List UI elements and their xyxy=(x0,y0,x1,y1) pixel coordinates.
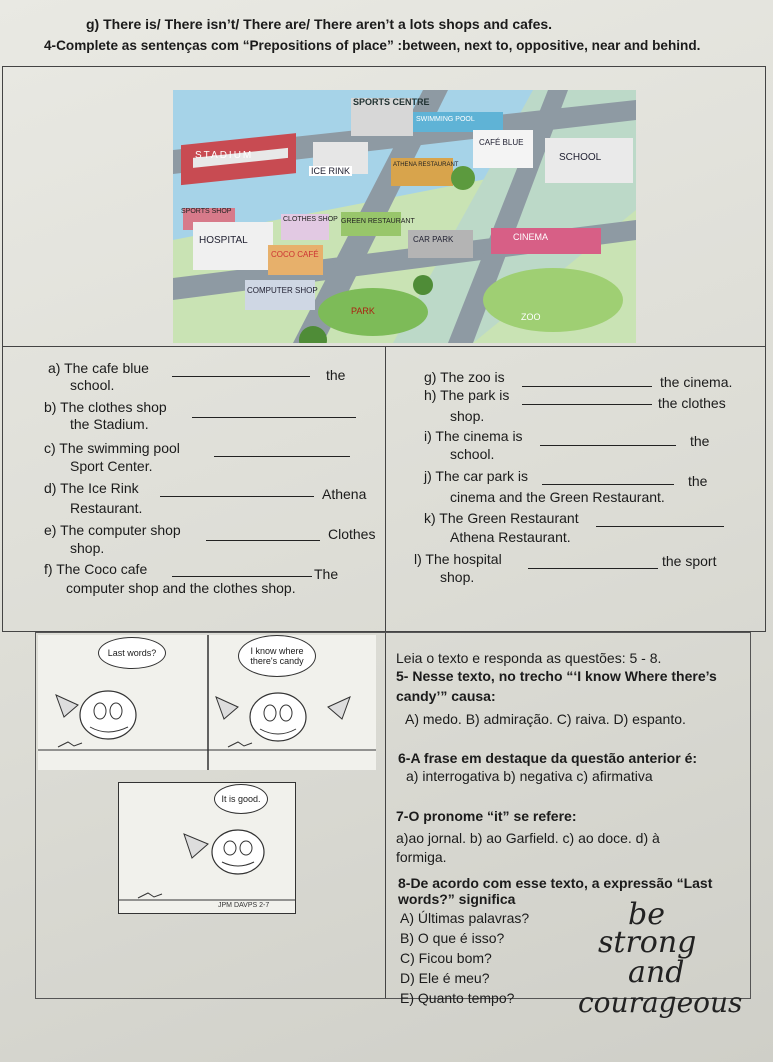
question-7: 7-O pronome “it” se refere: xyxy=(396,808,577,824)
question-7-options-cont: formiga. xyxy=(396,849,447,865)
map-label-sports-shop: SPORTS SHOP xyxy=(181,208,232,215)
question-6: 6-A frase em destaque da questão anterior é: xyxy=(398,750,698,766)
item-j-part1: j) The car park is xyxy=(424,468,528,484)
comic-bottom-panel xyxy=(118,782,296,914)
item-b-blank[interactable] xyxy=(192,417,356,418)
map-label-car-park: CAR PARK xyxy=(413,235,454,244)
item-l-part3: shop. xyxy=(440,569,475,585)
map-label-cinema: CINEMA xyxy=(513,232,549,242)
map-label-athena: ATHENA RESTAURANT xyxy=(393,162,459,168)
item-e-blank[interactable] xyxy=(206,540,320,541)
question-7-options: a)ao jornal. b) ao Garfield. c) ao doce. d) à xyxy=(396,830,660,846)
map-label-computer-shop: COMPUTER SHOP xyxy=(247,286,318,295)
item-l-part2: the sport xyxy=(662,553,717,569)
item-f-part2: The xyxy=(314,566,339,582)
speech-bubble-it-is-good: It is good. xyxy=(214,784,268,814)
item-d-part3: Restaurant. xyxy=(70,500,143,516)
item-c-part2: Sport Center. xyxy=(70,458,153,474)
question-8-option-a: A) Últimas palavras? xyxy=(400,910,530,926)
item-h-blank[interactable] xyxy=(522,404,652,405)
item-l-part1: l) The hospital xyxy=(414,551,502,567)
map-label-zoo: ZOO xyxy=(521,312,541,322)
item-i-blank[interactable] xyxy=(540,445,676,446)
question-8-option-d: D) Ele é meu? xyxy=(400,970,490,986)
item-j-part2: the xyxy=(688,473,708,489)
instruction-4: 4-Complete as sentenças com “Prepositions of place” :between, next to, oppositive, near and behind. xyxy=(44,38,701,53)
item-e-part1: e) The computer shop xyxy=(44,522,181,538)
instruction-g: g) There is/ There isn’t/ There are/ There aren’t a lots shops and cafes. xyxy=(86,16,553,32)
item-d-part2: Athena xyxy=(322,486,367,502)
item-e-part3: shop. xyxy=(70,540,105,556)
item-a-blank[interactable] xyxy=(172,376,310,377)
map-label-coco-cafe: COCO CAFÉ xyxy=(271,250,319,259)
question-5-options: A) medo. B) admiração. C) raiva. D) espanto. xyxy=(405,711,686,727)
handwriting-strong: strong xyxy=(598,925,697,960)
item-d-blank[interactable] xyxy=(160,496,314,497)
item-a-part1: a) The cafe blue xyxy=(48,360,149,376)
comic-signature: JPM DAVPS 2-7 xyxy=(218,902,270,909)
speech-bubble-last-words: Last words? xyxy=(98,637,166,669)
item-g-part1: g) The zoo is xyxy=(424,369,505,385)
map-label-sports-centre: SPORTS CENTRE xyxy=(353,97,430,107)
garfield-drawing-bottom xyxy=(118,782,296,914)
item-c-part1: c) The swimming pool xyxy=(44,440,180,456)
map-label-cafe-blue: CAFÉ BLUE xyxy=(479,138,524,147)
item-e-part2: Clothes xyxy=(328,526,376,542)
item-g-part2: the cinema. xyxy=(660,374,733,390)
item-h-part3: shop. xyxy=(450,408,485,424)
comic-top-panels xyxy=(38,635,376,770)
item-h-part2: the clothes xyxy=(658,395,726,411)
speech-bubble-candy: I know where there's candy xyxy=(238,635,316,677)
item-b-part2: the Stadium. xyxy=(70,416,149,432)
map-bottom-line xyxy=(3,346,765,347)
item-j-part3: cinema and the Green Restaurant. xyxy=(450,489,665,505)
item-g-blank[interactable] xyxy=(522,386,652,387)
question-8-option-c: C) Ficou bom? xyxy=(400,950,492,966)
handwriting-be: be xyxy=(628,897,665,932)
item-h-part1: h) The park is xyxy=(424,387,510,403)
item-i-part2: the xyxy=(690,433,710,449)
map-label-stadium: STADIUM xyxy=(195,150,254,161)
question-8-option-b: B) O que é isso? xyxy=(400,930,505,946)
question-5-line1: 5- Nesse texto, no trecho “‘I know Where there’s xyxy=(396,668,717,684)
map-label-ice-rink: ICE RINK xyxy=(311,166,351,176)
item-f-part1: f) The Coco cafe xyxy=(44,561,148,577)
map-label-school: SCHOOL xyxy=(559,152,602,163)
reading-divider xyxy=(385,633,386,998)
item-j-blank[interactable] xyxy=(542,484,674,485)
handwriting-courageous: courageous xyxy=(578,986,743,1019)
map-label-park: PARK xyxy=(351,306,375,316)
map-label-swimming-pool: SWIMMING POOL xyxy=(416,116,475,123)
item-i-part3: school. xyxy=(450,446,495,462)
question-6-options: a) interrogativa b) negativa c) afirmativa xyxy=(406,768,653,784)
handwriting-and: and xyxy=(628,955,685,990)
item-i-part1: i) The cinema is xyxy=(424,428,523,444)
question-8-option-e: E) Quanto tempo? xyxy=(400,990,515,1006)
question-8-line2: words?” significa xyxy=(398,891,516,907)
item-a-part3: school. xyxy=(70,377,115,393)
city-map-illustration xyxy=(173,90,636,343)
item-a-part2: the xyxy=(326,367,346,383)
question-5-line2: candy’” causa: xyxy=(396,688,496,704)
item-k-part1: k) The Green Restaurant xyxy=(424,510,579,526)
map-label-green-restaurant: GREEN RESTAURANT xyxy=(341,218,415,225)
item-k-part2: Athena Restaurant. xyxy=(450,529,571,545)
column-divider xyxy=(385,346,386,631)
question-8-line1: 8-De acordo com esse texto, a expressão “Last xyxy=(398,875,713,891)
item-d-part1: d) The Ice Rink xyxy=(44,480,139,496)
map-label-hospital: HOSPITAL xyxy=(199,235,248,246)
item-f-part3: computer shop and the clothes shop. xyxy=(66,580,296,596)
item-f-blank[interactable] xyxy=(172,576,312,577)
item-b-part1: b) The clothes shop xyxy=(44,399,167,415)
item-c-blank[interactable] xyxy=(214,456,350,457)
map-label-clothes-shop: CLOTHES SHOP xyxy=(283,216,338,223)
city-map xyxy=(173,90,636,343)
item-k-blank[interactable] xyxy=(596,526,724,527)
item-l-blank[interactable] xyxy=(528,568,658,569)
garfield-drawing-top xyxy=(38,635,376,770)
questions-intro: Leia o texto e responda as questões: 5 - 8. xyxy=(396,650,662,666)
